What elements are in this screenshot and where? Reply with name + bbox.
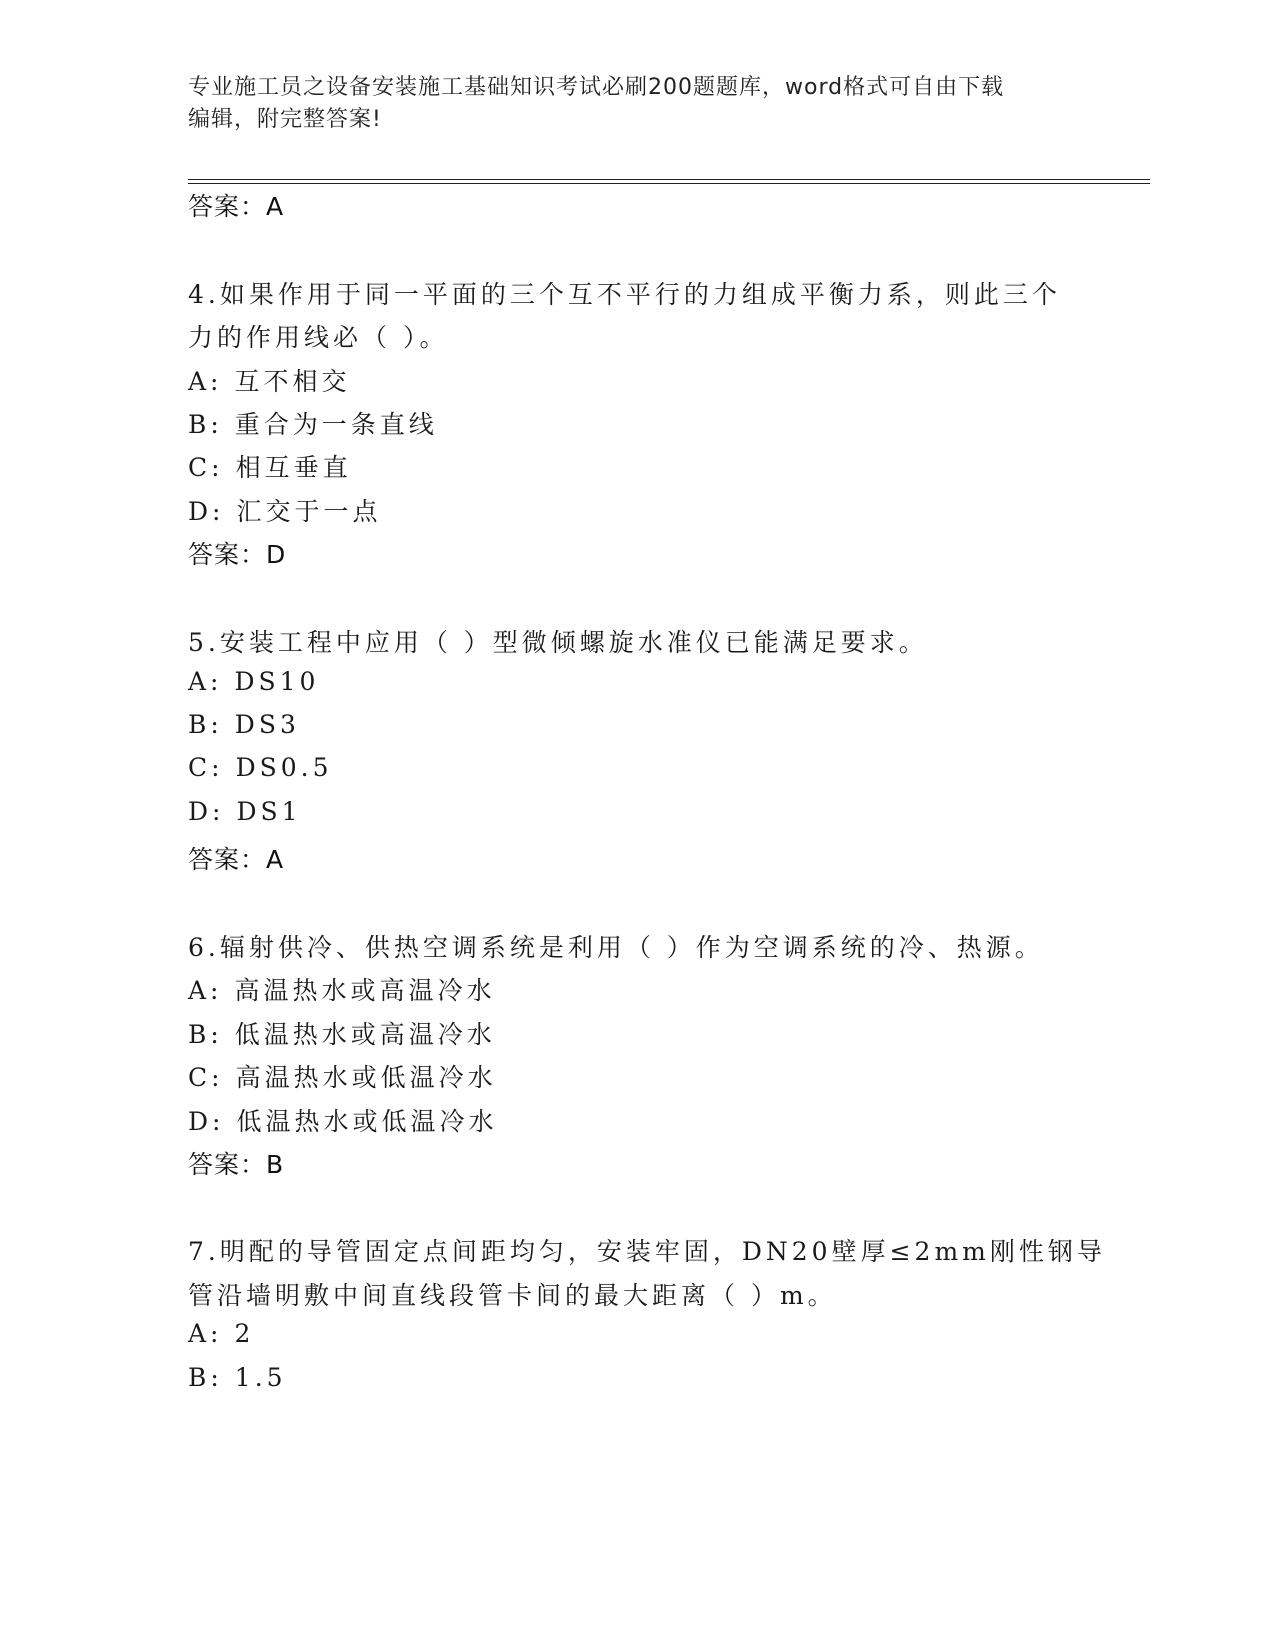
option-label: D: — [188, 797, 225, 826]
question-6-answer: 答案：B — [188, 1150, 285, 1179]
question-6-option-d — [188, 1102, 497, 1138]
question-4-line-2: 力的作用线必（ ）。 — [188, 323, 449, 352]
option-label: A: — [188, 367, 223, 396]
option-label: B: — [188, 410, 223, 439]
option-text: 2 — [234, 1319, 255, 1348]
question-5-option-d — [188, 797, 302, 826]
question-6-option-a — [188, 971, 496, 1007]
option-text: 重合为一条直线 — [234, 410, 438, 439]
option-label: B: — [188, 1020, 223, 1049]
previous-answer: 答案：A — [188, 192, 285, 221]
question-4-line-1: 4.如果作用于同一平面的三个互不平行的力组成平衡力系，则此三个 — [188, 280, 1061, 309]
option-label: C: — [188, 753, 224, 782]
option-label: C: — [188, 1063, 224, 1092]
option-text: DS10 — [234, 667, 320, 696]
question-4-option-b — [188, 405, 438, 441]
question-6-option-b — [188, 1015, 496, 1051]
option-text: DS3 — [234, 710, 300, 739]
option-label: B: — [188, 1363, 223, 1392]
option-text: DS1 — [236, 797, 302, 826]
document-header — [188, 72, 1088, 136]
option-label: A: — [188, 976, 223, 1005]
question-7-line-2: 管沿墙明敷中间直线段管卡间的最大距离（ ）m。 — [188, 1281, 837, 1310]
question-4-option-d — [188, 492, 381, 528]
question-7-option-a — [188, 1319, 254, 1348]
option-text: 相互垂直 — [235, 453, 352, 482]
option-text: 高温热水或低温冷水 — [235, 1063, 497, 1092]
header-divider-top — [188, 179, 1150, 180]
option-label: A: — [188, 1319, 223, 1348]
option-text: 汇交于一点 — [236, 497, 382, 526]
option-text: 高温热水或高温冷水 — [234, 976, 496, 1005]
question-6-option-c — [188, 1058, 497, 1094]
option-text: 低温热水或低温冷水 — [236, 1107, 498, 1136]
question-4-option-c — [188, 448, 352, 484]
question-4-answer: 答案：D — [188, 540, 287, 569]
question-5-line-1: 5.安装工程中应用（ ）型微倾螺旋水准仪已能满足要求。 — [188, 628, 928, 657]
question-4-option-a — [188, 362, 351, 398]
option-text: 互不相交 — [234, 367, 351, 396]
question-7-option-b — [188, 1363, 287, 1392]
option-label: D: — [188, 497, 225, 526]
question-5-answer: 答案：A — [188, 845, 285, 874]
header-divider-bottom — [188, 183, 1150, 184]
header-line-2: 编辑，附完整答案! — [188, 107, 382, 132]
option-text: 低温热水或高温冷水 — [234, 1020, 496, 1049]
option-text: 1.5 — [234, 1363, 287, 1392]
header-line-1: 专业施工员之设备安装施工基础知识考试必刷200题题库，word格式可自由下载 — [188, 75, 1005, 100]
option-label: D: — [188, 1107, 225, 1136]
question-5-option-c — [188, 753, 333, 782]
question-6-line-1: 6.辐射供冷、供热空调系统是利用（ ）作为空调系统的冷、热源。 — [188, 933, 1044, 962]
option-label: A: — [188, 667, 223, 696]
option-text: DS0.5 — [235, 753, 333, 782]
option-label: C: — [188, 453, 224, 482]
option-label: B: — [188, 710, 223, 739]
question-5-option-a — [188, 667, 319, 696]
question-7-line-1: 7.明配的导管固定点间距均匀，安装牢固，DN20壁厚≤2mm刚性钢导 — [188, 1237, 1106, 1266]
question-5-option-b — [188, 710, 300, 739]
